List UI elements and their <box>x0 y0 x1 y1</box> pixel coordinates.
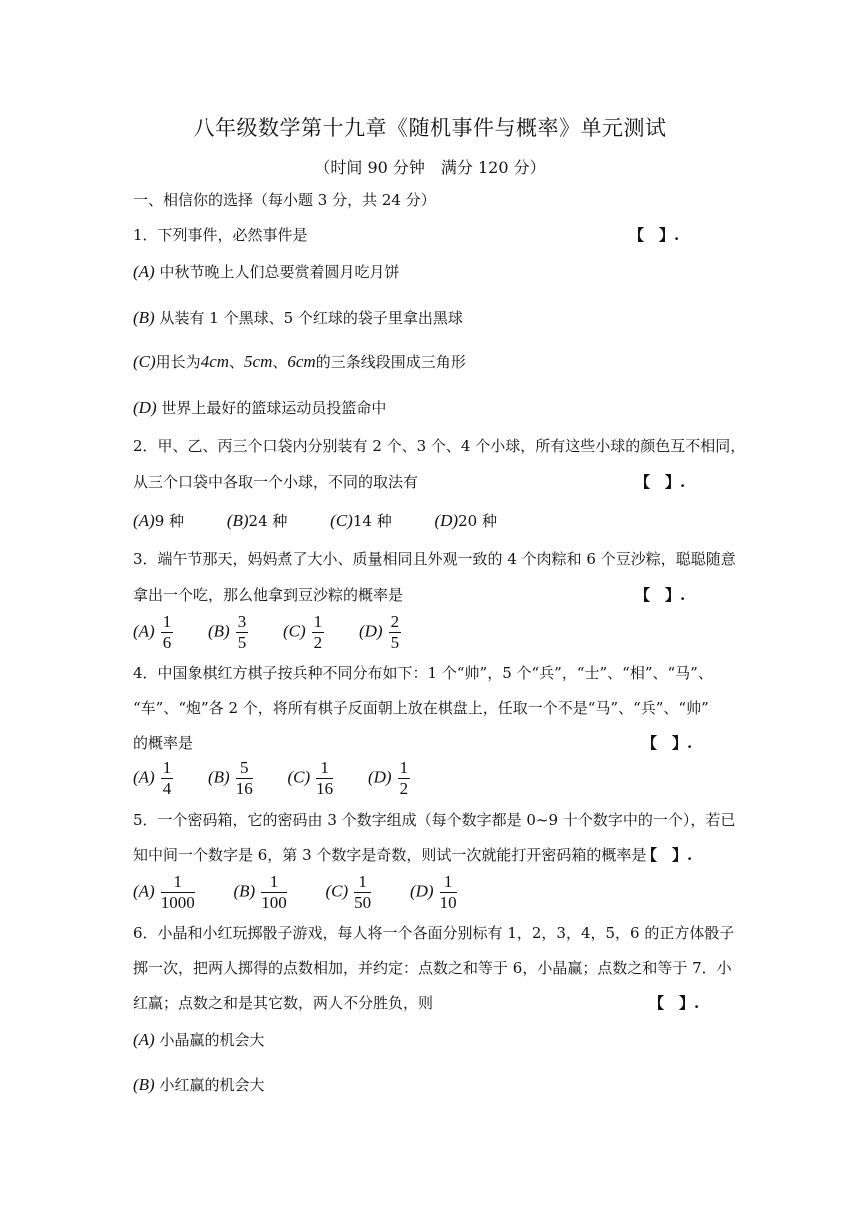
option-text-pre: 用长为 <box>155 353 201 371</box>
denominator: 6 <box>162 633 172 652</box>
length-5cm: 5cm <box>244 352 273 371</box>
fraction <box>398 758 411 799</box>
numerator: 1 <box>440 872 457 893</box>
denominator: 16 <box>235 779 253 798</box>
q1-option-a <box>133 262 400 282</box>
q4-option-b <box>208 758 253 799</box>
q5-stem-line2: 知中间一个数字是 6，第 3 个数字是奇数，则试一次就能打开密码箱的概率是 <box>133 846 647 864</box>
q2-options <box>133 510 535 531</box>
numerator: 1 <box>313 612 323 631</box>
q4-stem-line1: 4．中国象棋红方棋子按兵种不同分布如下：1 个“帅”，5 个“兵”，“士”、“相”、“马”、 <box>133 664 713 682</box>
fraction <box>261 872 287 913</box>
q4-answer-bracket: 【 】. <box>642 734 693 752</box>
q1-answer-bracket: 【 】. <box>629 226 680 244</box>
option-text-post: 的三条线段围成三角形 <box>315 353 466 371</box>
denominator: 5 <box>390 633 400 652</box>
option-text: 小晶赢的机会大 <box>159 1031 265 1049</box>
separator: 、 <box>272 353 288 371</box>
q2-answer-bracket: 【 】. <box>635 473 686 491</box>
numerator: 1 <box>316 758 333 779</box>
q5-options <box>133 872 495 913</box>
option-letter: (A) <box>133 881 155 901</box>
option-letter: (C) <box>283 621 306 641</box>
numerator: 1 <box>162 758 172 777</box>
q5-option-b <box>234 872 287 913</box>
q5-option-d <box>410 872 457 913</box>
option-letter: (C) <box>287 767 311 787</box>
denominator: 1000 <box>160 893 195 912</box>
option-letter: (D) <box>367 767 392 787</box>
length-6cm: 6cm <box>287 352 316 371</box>
q1-option-c <box>133 352 466 372</box>
section-heading: 一、相信你的选择（每小题 3 分，共 24 分） <box>133 191 436 209</box>
q4-stem-line3: 的概率是 <box>133 734 194 752</box>
denominator: 4 <box>162 779 172 798</box>
numerator: 2 <box>390 612 400 631</box>
option-letter: (D) <box>434 511 459 530</box>
denominator: 2 <box>313 633 323 652</box>
option-letter: (A) <box>133 1030 155 1049</box>
fraction <box>161 872 195 913</box>
denominator: 2 <box>399 779 409 798</box>
option-letter: (D) <box>409 881 434 901</box>
q5-option-c <box>326 872 372 913</box>
option-text: 24 种 <box>248 512 288 530</box>
fraction <box>389 612 402 653</box>
numerator: 1 <box>399 758 409 777</box>
q4-option-c <box>288 758 334 799</box>
q2-option-d <box>434 510 496 531</box>
fraction <box>312 612 325 653</box>
denominator: 16 <box>316 779 334 798</box>
q2-option-b <box>227 510 288 531</box>
q2-option-c <box>330 510 392 531</box>
q1-stem: 1．下列事件，必然事件是 <box>133 226 308 244</box>
numerator: 1 <box>161 872 195 893</box>
q4-stem-line2: “车”、“炮”各 2 个，将所有棋子反面朝上放在棋盘上，任取一个不是“马”、“兵”、“帅” <box>133 699 709 717</box>
q3-option-a <box>133 612 173 653</box>
option-letter: (C) <box>330 511 353 530</box>
option-letter: (A) <box>133 262 155 281</box>
q3-option-c <box>283 612 324 653</box>
fraction <box>354 872 371 913</box>
q3-option-d <box>359 612 401 653</box>
q3-stem-line2: 拿出一个吃，那么他拿到豆沙粽的概率是 <box>133 586 404 604</box>
option-text: 从装有 1 个黑球、5 个红球的袋子里拿出黑球 <box>159 309 463 327</box>
denominator: 5 <box>237 633 247 652</box>
option-text: 9 种 <box>154 512 185 530</box>
numerator: 1 <box>162 612 172 631</box>
option-letter: (A) <box>133 767 155 787</box>
option-letter: (D) <box>133 398 157 417</box>
length-4cm: 4cm <box>200 352 230 371</box>
option-text: 20 种 <box>458 512 497 530</box>
option-text: 中秋节晚上人们总要赏着圆月吃月饼 <box>159 263 400 281</box>
option-letter: (C) <box>325 881 349 901</box>
numerator: 1 <box>261 872 287 893</box>
q5-stem-line1: 5．一个密码箱，它的密码由 3 个数字组成（每个数字都是 0~9 十个数字中的一个），若已 <box>133 811 736 829</box>
q6-option-a <box>133 1030 265 1050</box>
option-letter: (B) <box>233 881 256 901</box>
option-text: 小红赢的机会大 <box>159 1076 265 1094</box>
fraction <box>316 758 333 799</box>
q4-option-a <box>133 758 173 799</box>
denominator: 10 <box>439 893 457 912</box>
fraction <box>161 612 174 653</box>
numerator: 5 <box>236 758 253 779</box>
fraction <box>440 872 457 913</box>
q1-option-d <box>133 398 386 418</box>
option-letter: (B) <box>133 308 155 327</box>
option-letter: (A) <box>133 511 155 530</box>
fraction <box>236 612 249 653</box>
q1-option-b <box>133 308 463 328</box>
numerator: 1 <box>354 872 371 893</box>
page-subtitle: （时间 90 分钟 满分 120 分） <box>314 158 546 177</box>
q3-options <box>133 612 439 653</box>
q4-options <box>133 758 448 799</box>
separator: 、 <box>229 353 245 371</box>
q6-stem-line2: 掷一次，把两人掷得的点数相加，并约定：点数之和等于 6，小晶赢；点数之和等于 7．小 <box>133 959 732 977</box>
q2-stem-line2: 从三个口袋中各取一个小球，不同的取法有 <box>133 473 419 491</box>
page-title: 八年级数学第十九章《随机事件与概率》单元测试 <box>193 116 667 140</box>
q2-option-a <box>133 510 184 531</box>
q5-option-a <box>133 872 195 913</box>
option-text: 世界上最好的篮球运动员投篮命中 <box>161 399 387 417</box>
option-letter: (B) <box>133 1075 155 1094</box>
q3-option-b <box>208 612 248 653</box>
denominator: 100 <box>261 893 287 912</box>
q3-stem-line1: 3．端午节那天，妈妈煮了大小、质量相同且外观一致的 4 个肉粽和 6 个豆沙粽，聪聪随意 <box>133 550 736 568</box>
q5-answer-bracket: 【 】. <box>642 846 693 864</box>
q3-answer-bracket: 【 】. <box>635 586 686 604</box>
q6-answer-bracket: 【 】. <box>649 994 700 1012</box>
denominator: 50 <box>354 893 372 912</box>
q6-option-b <box>133 1075 265 1095</box>
fraction <box>161 758 174 799</box>
fraction <box>236 758 253 799</box>
numerator: 3 <box>237 612 247 631</box>
option-letter: (D) <box>358 621 383 641</box>
q6-stem-line1: 6．小晶和小红玩掷骰子游戏，每人将一个各面分别标有 1，2，3，4，5，6 的正方体骰子 <box>133 924 735 942</box>
q2-stem-line1: 2．甲、乙、丙三个口袋内分别装有 2 个、3 个、4 个小球，所有这些小球的颜色互不相同， <box>133 437 746 455</box>
option-letter: (C) <box>133 352 156 371</box>
option-letter: (B) <box>226 511 249 530</box>
option-text: 14 种 <box>352 512 392 530</box>
q6-stem-line3: 红赢；点数之和是其它数，两人不分胜负，则 <box>133 994 434 1012</box>
option-letter: (B) <box>208 621 230 641</box>
option-letter: (B) <box>208 767 230 787</box>
option-letter: (A) <box>133 621 155 641</box>
q4-option-d <box>368 758 410 799</box>
